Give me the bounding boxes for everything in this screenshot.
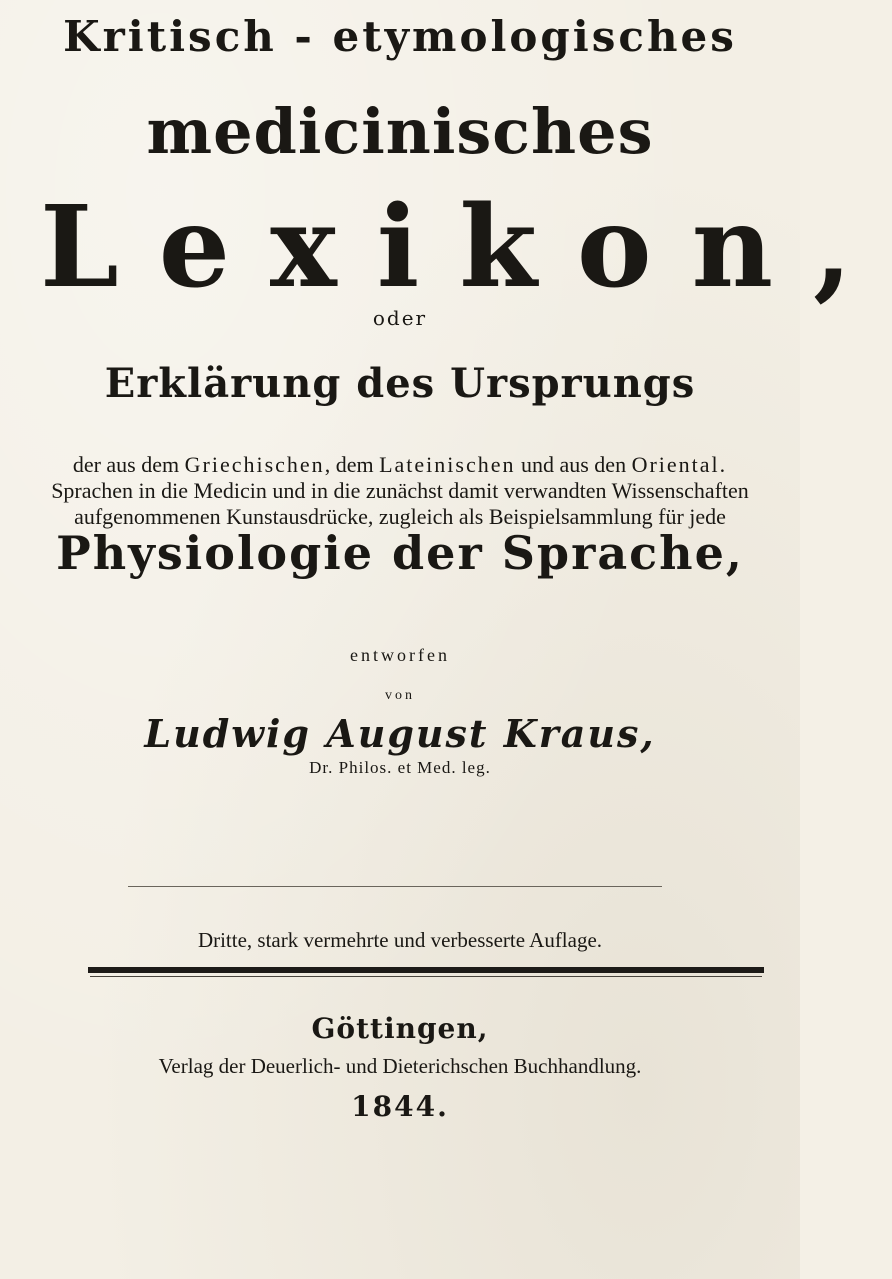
imprint-rule-thin xyxy=(90,976,762,977)
edition-statement: Dritte, stark vermehrte und verbesserte Auflage. xyxy=(197,928,603,952)
description-spaced-word: Oriental. xyxy=(631,452,728,477)
author-degree: Dr. Philos. et Med. leg. xyxy=(309,758,491,777)
subtitle-heading: Erklärung des Ursprungs xyxy=(104,360,696,407)
title-line-kritisch-etymologisches: Kritisch - etymologisches xyxy=(63,12,737,61)
description-line-2: Sprachen in die Medicin und in die zunächst damit verwandten Wissenschaften xyxy=(51,478,749,503)
description-line-1 xyxy=(0,452,800,478)
title-line-medicinisches: medicinisches xyxy=(146,95,654,168)
description-text: und aus den xyxy=(515,452,632,477)
imprint-year: 1844. xyxy=(351,1090,449,1123)
entworfen-text: entworfen xyxy=(350,645,450,665)
description-text: der aus dem xyxy=(72,452,185,477)
von-text: von xyxy=(385,688,415,703)
oder-connector: oder xyxy=(372,306,428,330)
author-name: Ludwig August Kraus, xyxy=(144,711,656,756)
description-text: , dem xyxy=(324,452,380,477)
title-line-lexikon: Lexikon, xyxy=(40,182,892,313)
imprint-publisher: Verlag der Deuerlich- und Dieterichschen Buchhandlung. xyxy=(158,1054,642,1078)
imprint-place: Göttingen, xyxy=(311,1012,489,1045)
description-spaced-word: Griechischen xyxy=(184,452,325,477)
physiologie-heading: Physiologie der Sprache, xyxy=(56,526,744,580)
description-line-3: aufgenommenen Kunstausdrücke, zugleich als Beispielsammlung für jede xyxy=(74,504,726,529)
description-spaced-word: Lateinischen xyxy=(379,452,516,477)
imprint-rule-thick xyxy=(88,967,764,973)
divider-rule xyxy=(128,886,662,887)
